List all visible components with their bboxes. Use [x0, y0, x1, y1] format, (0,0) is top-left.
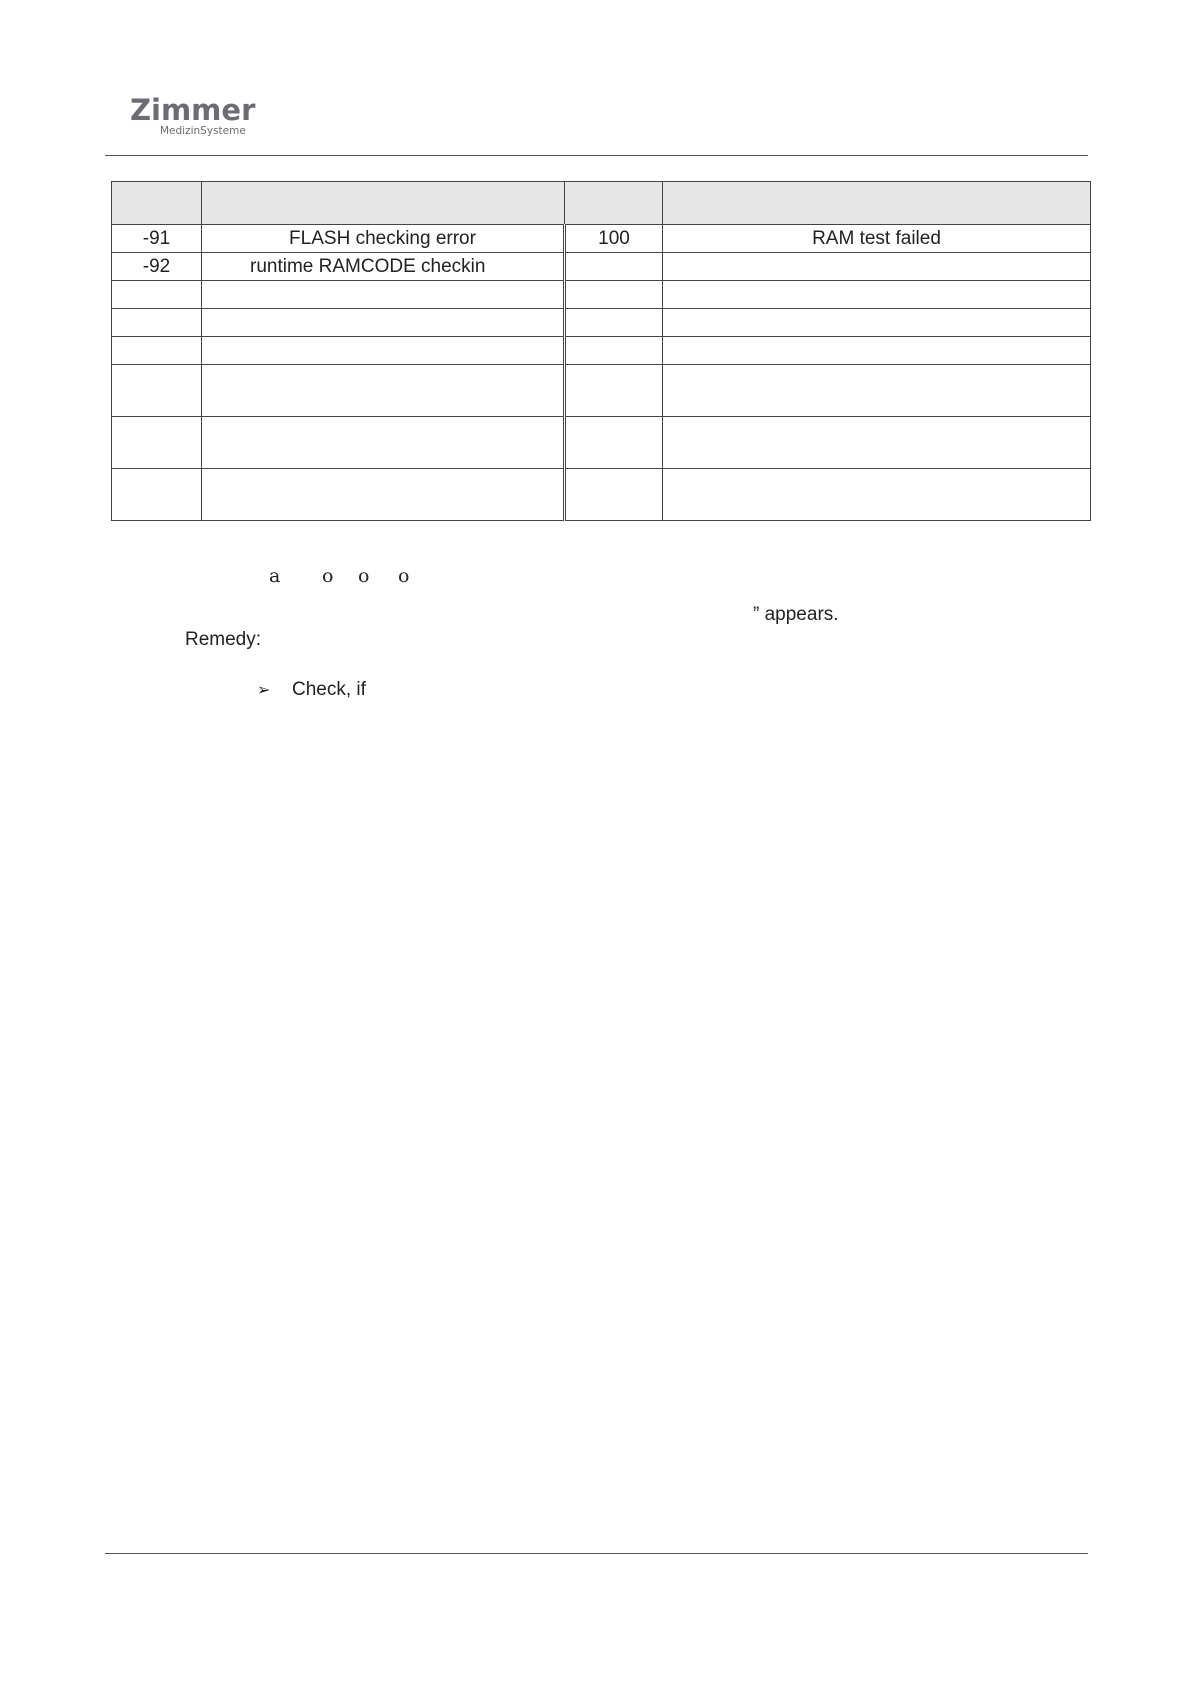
table-cell: -91: [112, 225, 202, 253]
table-cell: [112, 281, 202, 309]
table-cell: [112, 309, 202, 337]
text-fragment: a: [269, 565, 281, 587]
table-row: [112, 469, 1091, 521]
table-cell: [663, 469, 1091, 521]
table-cell: [202, 469, 565, 521]
table-cell: [663, 309, 1091, 337]
text-fragment: o: [398, 565, 410, 587]
table-cell: [112, 417, 202, 469]
remedy-label: Remedy:: [185, 629, 262, 650]
table-cell: [663, 365, 1091, 417]
table-cell: [112, 365, 202, 417]
table-row: [112, 417, 1091, 469]
table-cell: [663, 337, 1091, 365]
table-cell: [565, 337, 663, 365]
table-cell: 100: [565, 225, 663, 253]
table-cell: [663, 253, 1091, 281]
table-cell: RAM test failed: [663, 225, 1091, 253]
logo-subtitle: MedizinSysteme: [160, 125, 246, 137]
table-cell: [565, 253, 663, 281]
table-cell: [663, 281, 1091, 309]
table-header-row: [112, 182, 1091, 225]
text-fragment: o: [358, 565, 370, 587]
table-row: [112, 337, 1091, 365]
table-header-cell: [112, 182, 202, 225]
table-header-cell: [663, 182, 1091, 225]
arrow-bullet-icon: ➢: [257, 680, 271, 699]
table-cell: [112, 469, 202, 521]
header-rule: [105, 155, 1088, 156]
table-cell: [202, 281, 565, 309]
company-logo: [130, 95, 255, 137]
table-cell: [565, 365, 663, 417]
table-cell: [202, 417, 565, 469]
table-row: [112, 281, 1091, 309]
table-cell: [565, 417, 663, 469]
table-row: [112, 365, 1091, 417]
table-cell: runtime RAMCODE checkin: [202, 253, 565, 281]
table-cell: [202, 365, 565, 417]
table-cell: [202, 337, 565, 365]
logo-wordmark: Zimmer: [130, 93, 256, 127]
text-fragment: o: [322, 565, 334, 587]
bullet-text: Check, if: [292, 679, 366, 700]
error-code-table: [111, 181, 1091, 521]
appears-text: ” appears.: [753, 604, 839, 625]
footer-rule: [105, 1553, 1088, 1554]
table-cell: [565, 469, 663, 521]
table-cell: [663, 417, 1091, 469]
table-row: [112, 309, 1091, 337]
table-header-cell: [202, 182, 565, 225]
table-cell: FLASH checking error: [202, 225, 565, 253]
table-cell: [112, 337, 202, 365]
table-cell: [202, 309, 565, 337]
table-row: [112, 253, 1091, 281]
table-cell: [565, 309, 663, 337]
table-row: [112, 225, 1091, 253]
table-cell: -92: [112, 253, 202, 281]
table-header-cell: [565, 182, 663, 225]
table-cell: [565, 281, 663, 309]
